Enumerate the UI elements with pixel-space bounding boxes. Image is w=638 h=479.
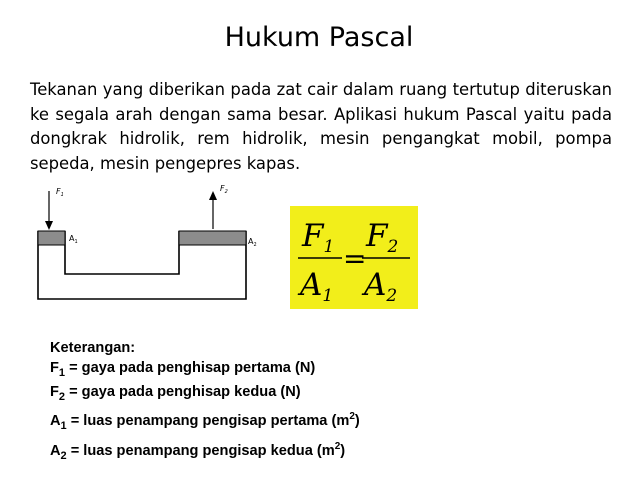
formula-a2: A2 bbox=[364, 267, 398, 306]
label-a2: $A_2$ bbox=[248, 237, 257, 248]
small-piston bbox=[38, 231, 65, 245]
label-f2: $F_2$ bbox=[220, 184, 228, 195]
large-piston bbox=[179, 231, 246, 245]
intro-paragraph: Tekanan yang diberikan pada zat cair dalam ruang tertutup diteruskan ke segala arah dengan sama besar. Aplikasi hukum Pascal yaitu pada dongkrak hidrolik, rem hidrolik, mesin pengangkat mobil, pompa sepeda, mesin pengepres kapas. bbox=[30, 80, 612, 173]
formula-a1: A1 bbox=[300, 267, 334, 306]
legend bbox=[50, 339, 360, 466]
label-f1: $F_1$ bbox=[56, 187, 64, 198]
hydraulic-press-diagram bbox=[33, 183, 258, 303]
legend-heading: Keterangan: bbox=[50, 340, 136, 356]
force-f1-arrowhead bbox=[45, 221, 53, 230]
force-f2-arrowhead bbox=[209, 191, 217, 200]
legend-row-f1: $F_1$ = gaya pada penghisap pertama (N) bbox=[50, 359, 316, 379]
page-title: Hukum Pascal bbox=[224, 22, 414, 53]
formula-equals: = bbox=[343, 242, 367, 275]
pascal-formula bbox=[290, 206, 418, 309]
formula-f2: F2 bbox=[366, 218, 399, 257]
container-inner-wall bbox=[65, 231, 179, 274]
label-a1: $A_1$ bbox=[69, 234, 78, 245]
legend-row-f2: $F_2$ = gaya pada penghisap kedua (N) bbox=[50, 383, 301, 403]
formula-f1: F1 bbox=[302, 218, 335, 257]
pascal-formula-box bbox=[290, 206, 418, 309]
legend-row-a1: $A_1$ = luas penampang pengisap pertama $(m^2)$ bbox=[50, 411, 360, 433]
legend-row-a2: $A_2$ = luas penampang pengisap kedua $(m^2)$ bbox=[50, 440, 346, 462]
